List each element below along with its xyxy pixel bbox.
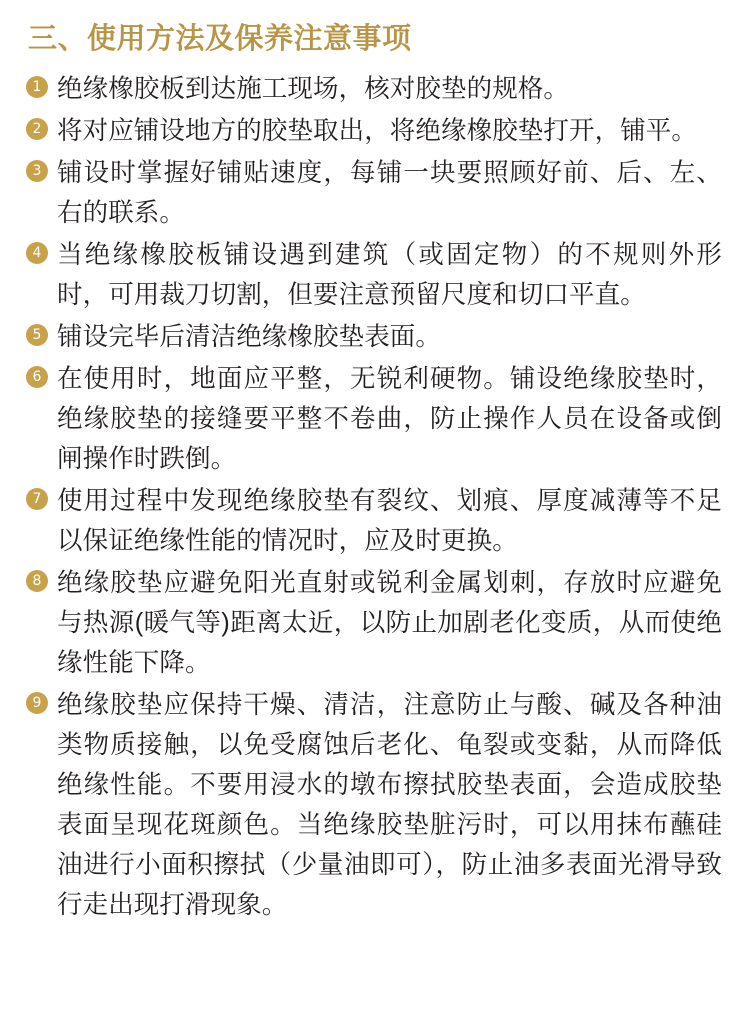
list-item: [26, 685, 722, 925]
list-item: [26, 563, 722, 683]
list-item-text: 将对应铺设地方的胶垫取出，将绝缘橡胶垫打开，铺平。: [57, 116, 698, 145]
list-item: [26, 359, 722, 479]
list-marker-5: 5: [26, 324, 48, 346]
instruction-list: [26, 69, 722, 925]
list-item-text: 铺设时掌握好铺贴速度，每铺一块要照顾好前、后、左、右的联系。: [57, 158, 722, 227]
list-marker-1: 1: [26, 76, 48, 98]
list-item-text: 绝缘胶垫应保持干燥、清洁，注意防止与酸、碱及各种油类物质接触，以免受腐蚀后老化、龟裂或变黏，从而降低绝缘性能。不要用浸水的墩布擦拭胶垫表面，会造成胶垫表面呈现花斑颜色。当绝缘胶垫脏污时，可以用抹布蘸硅油进行小面积擦拭（少量油即可），防止油多表面光滑导致行走出现打滑现象。: [57, 690, 722, 919]
list-marker-7: 7: [26, 488, 48, 510]
list-item-text: 铺设完毕后清洁绝缘橡胶垫表面。: [57, 322, 442, 351]
list-item-text: 绝缘胶垫应避免阳光直射或锐利金属划刺，存放时应避免与热源(暖气等)距离太近，以防止加剧老化变质，从而使绝缘性能下降。: [57, 568, 722, 677]
list-item-text: 使用过程中发现绝缘胶垫有裂纹、划痕、厚度减薄等不足以保证绝缘性能的情况时，应及时更换。: [57, 486, 722, 555]
page-title: 三、使用方法及保养注意事项: [28, 23, 412, 55]
list-marker-6: 6: [26, 366, 48, 388]
list-marker-8: 8: [26, 570, 48, 592]
list-item-text: 当绝缘橡胶板铺设遇到建筑（或固定物）的不规则外形时，可用裁刀切割，但要注意预留尺度和切口平直。: [57, 240, 722, 309]
list-item: [26, 153, 722, 233]
list-item: [26, 235, 722, 315]
list-marker-9: 9: [26, 692, 48, 714]
list-marker-3: 3: [26, 160, 48, 182]
list-item: [26, 69, 722, 109]
list-marker-4: 4: [26, 242, 48, 264]
list-item: [26, 481, 722, 561]
list-item: [26, 111, 722, 151]
list-item-text: 绝缘橡胶板到达施工现场，核对胶垫的规格。: [57, 74, 570, 103]
list-item: [26, 317, 722, 357]
list-marker-2: 2: [26, 118, 48, 140]
list-item-text: 在使用时，地面应平整，无锐利硬物。铺设绝缘胶垫时，绝缘胶垫的接缝要平整不卷曲，防止操作人员在设备或倒闸操作时跌倒。: [57, 364, 722, 473]
